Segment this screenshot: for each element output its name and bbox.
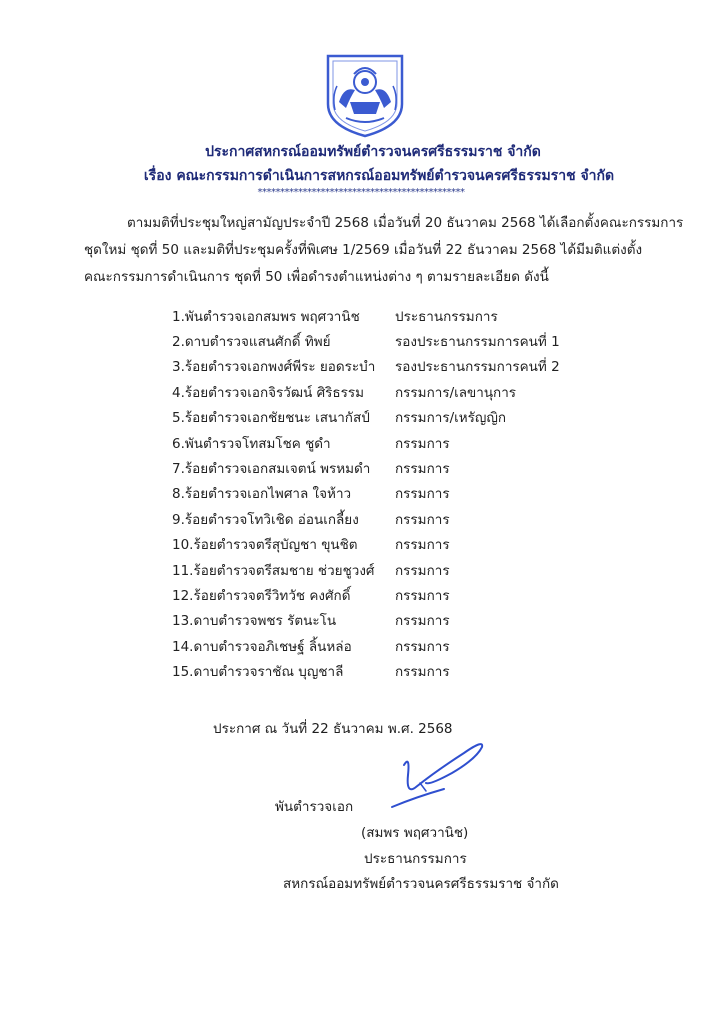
- member-name: 1.พันตำรวจเอกสมพร พฤศวานิช: [172, 308, 360, 325]
- member-name: 6.พันตำรวจโทสมโชค ชูดำ: [172, 435, 331, 452]
- member-position: รองประธานกรรมการคนที่ 1: [395, 334, 560, 351]
- body-line-3: คณะกรรมการดำเนินการ ชุดที่ 50 เพื่อดำรงตำแหน่งต่าง ๆ ตามรายละเอียด ดังนี้: [84, 269, 549, 285]
- member-position: กรรมการ: [395, 664, 450, 681]
- member-name: 10.ร้อยตำรวจตรีสุบัญชา ขุนชิต: [172, 537, 358, 554]
- list-item: [172, 633, 592, 658]
- member-name: 13.ดาบตำรวจพชร รัตนะโน: [172, 613, 337, 630]
- member-position: กรรมการ: [395, 537, 450, 554]
- member-position: กรรมการ: [395, 613, 450, 630]
- member-name: 7.ร้อยตำรวจเอกสมเจตน์ พรหมดำ: [172, 461, 371, 478]
- member-position: กรรมการ: [395, 511, 450, 528]
- list-item: [172, 658, 592, 683]
- announcement-date: ประกาศ ณ วันที่ 22 ธันวาคม พ.ศ. 2568: [213, 721, 453, 737]
- member-position: กรรมการ: [395, 435, 450, 452]
- member-name: 8.ร้อยตำรวจเอกไพศาล ใจห้าว: [172, 486, 352, 503]
- member-position: รองประธานกรรมการคนที่ 2: [395, 359, 560, 376]
- list-item: [172, 481, 592, 506]
- member-name: 15.ดาบตำรวจราชัณ บุญชาลี: [172, 664, 344, 681]
- list-item: [172, 557, 592, 582]
- signer-rank: พันตำรวจเอก: [275, 799, 354, 815]
- signer-organization: สหกรณ์ออมทรัพย์ตำรวจนครศรีธรรมราช จำกัด: [283, 876, 559, 892]
- member-position: กรรมการ/เหรัญญิก: [395, 410, 507, 427]
- member-position: กรรมการ/เลขานุการ: [395, 384, 517, 401]
- announcement-title: ประกาศสหกรณ์ออมทรัพย์ตำรวจนครศรีธรรมราช จำกัด: [205, 144, 541, 160]
- list-item: [172, 608, 592, 633]
- body-line-1: ตามมติที่ประชุมใหญ่สามัญประจำปี 2568 เมื่อวันที่ 20 ธันวาคม 2568 ได้เลือกตั้งคณะกรรมการ: [127, 215, 684, 231]
- member-name: 2.ดาบตำรวจแสนศักดิ์ ทิพย์: [172, 334, 331, 351]
- list-item: [172, 354, 592, 379]
- separator-line: **********************************************: [257, 187, 465, 198]
- member-position: กรรมการ: [395, 638, 450, 655]
- list-item: [172, 532, 592, 557]
- member-name: 11.ร้อยตำรวจตรีสมชาย ช่วยชูวงศ์: [172, 562, 375, 579]
- list-item: [172, 405, 592, 430]
- member-name: 14.ดาบตำรวจอภิเชษฐ์ ลิ้นหล่อ: [172, 638, 352, 655]
- cooperative-logo-icon: [322, 52, 408, 138]
- list-item: [172, 455, 592, 480]
- list-item: [172, 506, 592, 531]
- member-name: 5.ร้อยตำรวจเอกชัยชนะ เสนากัสป์: [172, 410, 370, 427]
- list-item: [172, 430, 592, 455]
- signer-name: (สมพร พฤศวานิช): [361, 825, 469, 841]
- member-name: 12.ร้อยตำรวจตรีวิทวัช คงศักดิ์: [172, 587, 351, 604]
- member-position: กรรมการ: [395, 486, 450, 503]
- member-name: 9.ร้อยตำรวจโทวิเชิด อ่อนเกลี้ยง: [172, 511, 359, 528]
- signer-title: ประธานกรรมการ: [364, 851, 467, 867]
- list-item: [172, 328, 592, 353]
- member-position: กรรมการ: [395, 461, 450, 478]
- announcement-subject: เรื่อง คณะกรรมการดำเนินการสหกรณ์ออมทรัพย์ตำรวจนครศรีธรรมราช จำกัด: [143, 168, 615, 184]
- member-name: 3.ร้อยตำรวจเอกพงศ์พีระ ยอดระบำ: [172, 359, 376, 376]
- member-position: กรรมการ: [395, 587, 450, 604]
- member-position: ประธานกรรมการ: [395, 308, 498, 325]
- committee-list: [172, 303, 592, 684]
- body-line-2: ชุดใหม่ ชุดที่ 50 และมติที่ประชุมครั้งที่พิเศษ 1/2569 เมื่อวันที่ 22 ธันวาคม 2568 ได้มีมติแต่งตั้ง: [84, 242, 643, 258]
- signature-icon: [386, 725, 496, 815]
- list-item: [172, 379, 592, 404]
- member-position: กรรมการ: [395, 562, 450, 579]
- member-name: 4.ร้อยตำรวจเอกจิรวัฒน์ ศิริธรรม: [172, 384, 365, 401]
- list-item: [172, 303, 592, 328]
- list-item: [172, 582, 592, 607]
